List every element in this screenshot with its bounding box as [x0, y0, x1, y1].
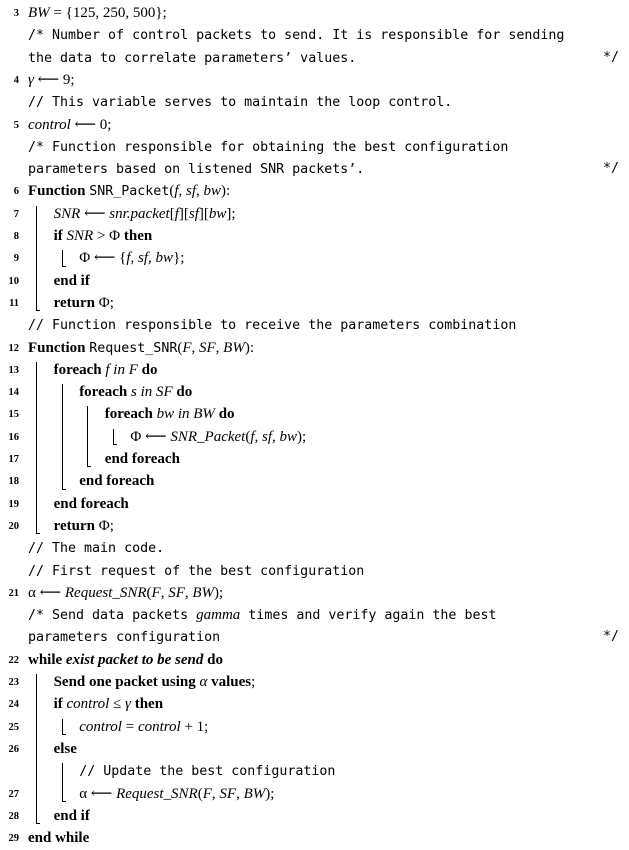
- line-segment: Function: [28, 339, 90, 356]
- line-segment: Send one packet using: [53, 674, 200, 690]
- line-segment: values: [207, 674, 252, 690]
- line-text: [54, 738, 77, 760]
- line-segment: =: [121, 718, 138, 735]
- algorithm-line-24: [0, 693, 629, 715]
- line-segment: gamma: [196, 607, 241, 624]
- line-segment: exist packet to be send: [65, 651, 204, 668]
- line-segment: s in SF: [130, 384, 173, 401]
- line-number: 5: [13, 119, 19, 131]
- line-segment: foreach: [104, 406, 157, 423]
- line-text: [79, 381, 192, 403]
- algorithm-line-9: [0, 247, 629, 269]
- line-text: [105, 448, 180, 470]
- line-segment: );: [265, 785, 275, 802]
- line-segment: Φ ⟵ {: [79, 250, 127, 267]
- algorithm-comment-line: [0, 626, 629, 648]
- line-segment: end if: [53, 807, 90, 824]
- line-text: [28, 560, 364, 583]
- algorithm-line-23: [0, 671, 629, 693]
- line-segment: // The main code.: [28, 541, 165, 557]
- line-text: [79, 470, 154, 492]
- block-guide-hook: [87, 466, 91, 467]
- line-segment: γ: [28, 71, 34, 88]
- algorithm-comment-line: [0, 537, 629, 559]
- line-text: [79, 783, 274, 805]
- line-number: 20: [8, 520, 19, 532]
- line-segment: ];: [226, 205, 236, 222]
- line-segment: Φ;: [98, 517, 114, 534]
- algorithm-line-17: [0, 448, 629, 470]
- line-segment: then: [123, 228, 153, 244]
- block-guide-hook: [62, 801, 66, 802]
- line-segment: f: [126, 250, 131, 267]
- line-segment: Φ ⟵: [130, 428, 171, 445]
- line-segment: Φ;: [98, 294, 114, 311]
- algorithm-line-10: [0, 270, 629, 292]
- line-segment: ,: [272, 428, 280, 445]
- block-guide-line: [62, 250, 63, 265]
- line-segment: ⟵ 9;: [33, 71, 75, 88]
- line-segment: ⟵ 0;: [70, 116, 112, 133]
- block-guide-hook: [113, 444, 117, 445]
- line-text: [54, 515, 114, 537]
- line-segment: BW: [28, 5, 50, 21]
- line-segment: // First request of the best configuration: [28, 563, 365, 579]
- line-number: 29: [8, 833, 19, 845]
- line-number: 11: [9, 297, 19, 309]
- line-text: [54, 225, 153, 247]
- line-segment: ,: [254, 428, 263, 445]
- line-text: [28, 69, 75, 91]
- algorithm-line-7: [0, 203, 629, 225]
- line-segment: α ⟵: [28, 584, 65, 601]
- line-segment: ,: [196, 183, 204, 200]
- line-segment: ⟵: [80, 205, 110, 222]
- algorithm-line-4: [0, 69, 629, 91]
- line-text: [28, 24, 564, 47]
- line-segment: bw: [203, 183, 222, 200]
- algorithm-line-12: [0, 337, 629, 359]
- line-segment: (: [245, 428, 251, 445]
- line-segment: /* Number of control packets to send. It is responsible for sending: [28, 28, 565, 44]
- line-segment: do: [172, 384, 193, 401]
- line-text: [28, 537, 164, 560]
- line-segment: Request_SNR: [64, 584, 147, 601]
- line-segment: SF: [199, 339, 216, 356]
- line-segment: [: [169, 205, 175, 222]
- block-guide-hook: [62, 489, 66, 490]
- line-text: [79, 716, 208, 738]
- line-text: [28, 114, 111, 136]
- line-number: 23: [8, 677, 19, 688]
- algorithm-line-16: [0, 426, 629, 448]
- line-segment: /* Function responsible for obtaining the best configuration: [28, 139, 509, 155]
- line-segment: do: [214, 406, 235, 423]
- algorithm-line-5: [0, 114, 629, 136]
- line-number: 6: [13, 186, 19, 198]
- line-segment: ,: [148, 250, 156, 267]
- line-text: [130, 426, 306, 448]
- line-segment: return: [53, 517, 99, 534]
- algorithm-comment-line: [0, 136, 629, 158]
- line-text: [54, 805, 90, 827]
- line-segment: // This variable serves to maintain the loop control.: [28, 95, 453, 111]
- line-text: [28, 2, 167, 24]
- line-segment: ):: [244, 339, 255, 356]
- block-guide-hook: [62, 266, 66, 267]
- line-segment: sf: [262, 428, 273, 445]
- line-segment: F: [151, 584, 161, 601]
- line-segment: F: [182, 339, 192, 356]
- line-segment: foreach: [79, 384, 131, 401]
- block-guide-line: [62, 384, 63, 489]
- line-number: 14: [8, 387, 19, 399]
- line-segment: SF: [219, 785, 237, 802]
- line-segment: (: [169, 183, 175, 200]
- line-segment: SNR: [53, 205, 81, 222]
- line-number: 10: [8, 275, 19, 287]
- comment-end-marker: */: [602, 49, 619, 65]
- line-segment: do: [203, 651, 223, 668]
- line-segment: return: [53, 294, 99, 311]
- line-number: 7: [13, 208, 19, 220]
- algorithm-line-26: [0, 738, 629, 760]
- algorithm-line-19: [0, 493, 629, 515]
- algorithm-comment-line: [0, 24, 629, 46]
- line-segment: // Function responsible to receive the parameters combination: [28, 318, 517, 334]
- line-segment: SF: [168, 584, 185, 601]
- algorithm-comment-line: [0, 760, 629, 782]
- line-text: [54, 493, 129, 515]
- comment-end-marker: */: [602, 629, 619, 645]
- line-segment: (: [177, 339, 183, 356]
- line-number: 16: [8, 431, 19, 443]
- line-text: [54, 203, 236, 225]
- line-segment: end foreach: [104, 451, 180, 467]
- block-guide-hook: [36, 310, 40, 311]
- line-segment: SNR: [66, 228, 94, 244]
- line-segment: (: [197, 785, 203, 802]
- algorithm-line-28: [0, 805, 629, 827]
- line-number: 22: [8, 654, 19, 666]
- line-segment: end if: [53, 272, 90, 289]
- algorithm-line-6: [0, 180, 629, 202]
- line-segment: BW: [223, 339, 245, 356]
- line-segment: the data to correlate parameters’ values.: [28, 50, 357, 66]
- line-number: 12: [8, 342, 19, 354]
- line-text: [54, 693, 163, 715]
- line-text: [54, 270, 90, 292]
- line-segment: ][: [178, 205, 189, 222]
- line-segment: ,: [236, 785, 244, 802]
- line-segment: = {125, 250, 500};: [49, 5, 167, 21]
- line-number: 15: [8, 409, 19, 421]
- line-number: 18: [8, 476, 19, 488]
- line-segment: f: [174, 183, 179, 200]
- algorithm-comment-line: [0, 604, 629, 626]
- line-segment: else: [53, 740, 77, 757]
- line-segment: Function: [28, 183, 90, 200]
- line-segment: BW: [192, 584, 215, 601]
- algorithm-line-18: [0, 470, 629, 492]
- line-segment: Request_SNR: [89, 340, 178, 356]
- line-segment: while: [28, 651, 66, 668]
- line-text: [28, 604, 496, 627]
- algorithm-line-22: [0, 649, 629, 671]
- line-text: [28, 180, 230, 203]
- algorithm-comment-line: [0, 47, 629, 69]
- line-text: [54, 292, 114, 314]
- line-segment: if: [53, 696, 67, 713]
- block-guide-line: [36, 674, 37, 823]
- line-segment: sf: [188, 205, 199, 222]
- line-segment: ≤: [109, 696, 126, 713]
- line-segment: parameters configuration: [28, 630, 221, 646]
- line-segment: /* Send data packets: [28, 608, 197, 624]
- algorithm-line-11: [0, 292, 629, 314]
- line-text: [28, 337, 254, 360]
- algorithm-line-13: [0, 359, 629, 381]
- algorithm-comment-line: [0, 158, 629, 180]
- block-guide-line: [62, 763, 63, 801]
- line-segment: ,: [184, 584, 193, 601]
- line-text: [28, 582, 223, 604]
- line-number: 21: [8, 587, 19, 599]
- line-number: 25: [8, 721, 19, 733]
- line-segment: control: [66, 696, 110, 713]
- line-segment: foreach: [53, 361, 106, 378]
- line-segment: ][: [198, 205, 209, 222]
- line-segment: then: [130, 696, 164, 713]
- line-segment: + 1;: [180, 718, 209, 735]
- line-segment: α ⟵: [79, 785, 117, 802]
- block-guide-line: [36, 362, 37, 533]
- block-guide-hook: [62, 734, 66, 735]
- line-segment: F: [202, 785, 212, 802]
- line-segment: control: [137, 718, 181, 735]
- algorithm-comment-line: [0, 91, 629, 113]
- line-number: 9: [13, 253, 19, 265]
- line-text: [105, 403, 235, 425]
- line-segment: ,: [178, 183, 186, 200]
- line-segment: control: [28, 116, 71, 133]
- line-text: [54, 671, 256, 693]
- block-guide-hook: [36, 533, 40, 534]
- line-segment: bw: [279, 428, 298, 445]
- line-segment: // Update the best configuration: [79, 764, 336, 780]
- line-segment: f: [250, 428, 255, 445]
- algorithm-line-25: [0, 716, 629, 738]
- line-segment: sf: [138, 250, 149, 267]
- line-segment: ,: [191, 339, 199, 356]
- line-text: [28, 136, 508, 159]
- block-guide-line: [87, 406, 88, 466]
- line-text: [28, 827, 89, 849]
- line-segment: f in F: [105, 361, 138, 378]
- line-segment: do: [137, 361, 158, 378]
- line-segment: BW: [243, 785, 266, 802]
- line-segment: SNR_Packet: [89, 184, 170, 200]
- algorithm-comment-line: [0, 560, 629, 582]
- block-guide-line: [36, 206, 37, 311]
- line-segment: sf: [186, 183, 197, 200]
- line-number: 13: [8, 364, 19, 376]
- line-segment: control: [79, 718, 122, 735]
- line-number: 3: [13, 8, 19, 19]
- line-segment: );: [297, 428, 307, 445]
- line-text: [28, 649, 223, 671]
- algorithm-line-27: [0, 783, 629, 805]
- line-segment: times and verify again the best: [240, 608, 497, 624]
- line-text: [79, 247, 184, 269]
- algorithm-line-3: [0, 2, 629, 24]
- line-number: 24: [8, 699, 19, 711]
- algorithm-line-8: [0, 225, 629, 247]
- line-segment: ,: [211, 785, 220, 802]
- line-text: [28, 91, 452, 114]
- line-number: 4: [13, 74, 19, 86]
- line-number: 28: [8, 810, 19, 822]
- line-segment: α: [199, 674, 208, 690]
- block-guide-hook: [36, 823, 40, 824]
- algorithm-line-20: [0, 515, 629, 537]
- line-segment: snr.packet: [109, 205, 170, 222]
- line-number: 8: [13, 231, 19, 242]
- line-segment: (: [146, 584, 152, 601]
- line-segment: end foreach: [79, 473, 155, 490]
- line-segment: ):: [221, 183, 231, 200]
- line-text: [79, 760, 335, 783]
- line-segment: parameters based on listened SNR packets’.: [28, 162, 365, 178]
- line-segment: bw: [155, 250, 174, 267]
- line-number: 26: [8, 743, 19, 755]
- line-number: 17: [8, 454, 19, 465]
- line-segment: if: [53, 228, 67, 244]
- line-text: [28, 314, 516, 337]
- block-guide-line: [62, 719, 63, 734]
- line-segment: f: [174, 205, 179, 222]
- line-segment: );: [214, 584, 224, 601]
- comment-end-marker: */: [602, 161, 619, 177]
- line-number: 19: [8, 498, 19, 510]
- line-segment: end while: [28, 830, 90, 847]
- line-segment: ,: [160, 584, 169, 601]
- line-number: 27: [8, 788, 19, 800]
- line-segment: ,: [130, 250, 139, 267]
- algorithm-line-15: [0, 403, 629, 425]
- line-segment: ,: [215, 339, 224, 356]
- line-segment: SNR_Packet: [170, 428, 246, 445]
- algorithm-line-29: [0, 827, 629, 849]
- line-segment: end foreach: [53, 495, 129, 512]
- line-text: [28, 626, 220, 649]
- line-text: [54, 359, 158, 381]
- line-text: [28, 47, 356, 70]
- line-segment: ;: [251, 674, 256, 690]
- line-segment: bw in BW: [156, 406, 215, 423]
- algorithm-comment-line: [0, 314, 629, 336]
- line-segment: > Φ: [93, 228, 124, 244]
- line-segment: Request_SNR: [116, 785, 198, 802]
- line-segment: γ: [125, 696, 131, 713]
- line-segment: bw: [208, 205, 227, 222]
- line-segment: };: [173, 250, 185, 267]
- line-text: [28, 158, 364, 181]
- algorithm-line-14: [0, 381, 629, 403]
- algorithm-line-21: [0, 582, 629, 604]
- block-guide-line: [113, 429, 114, 444]
